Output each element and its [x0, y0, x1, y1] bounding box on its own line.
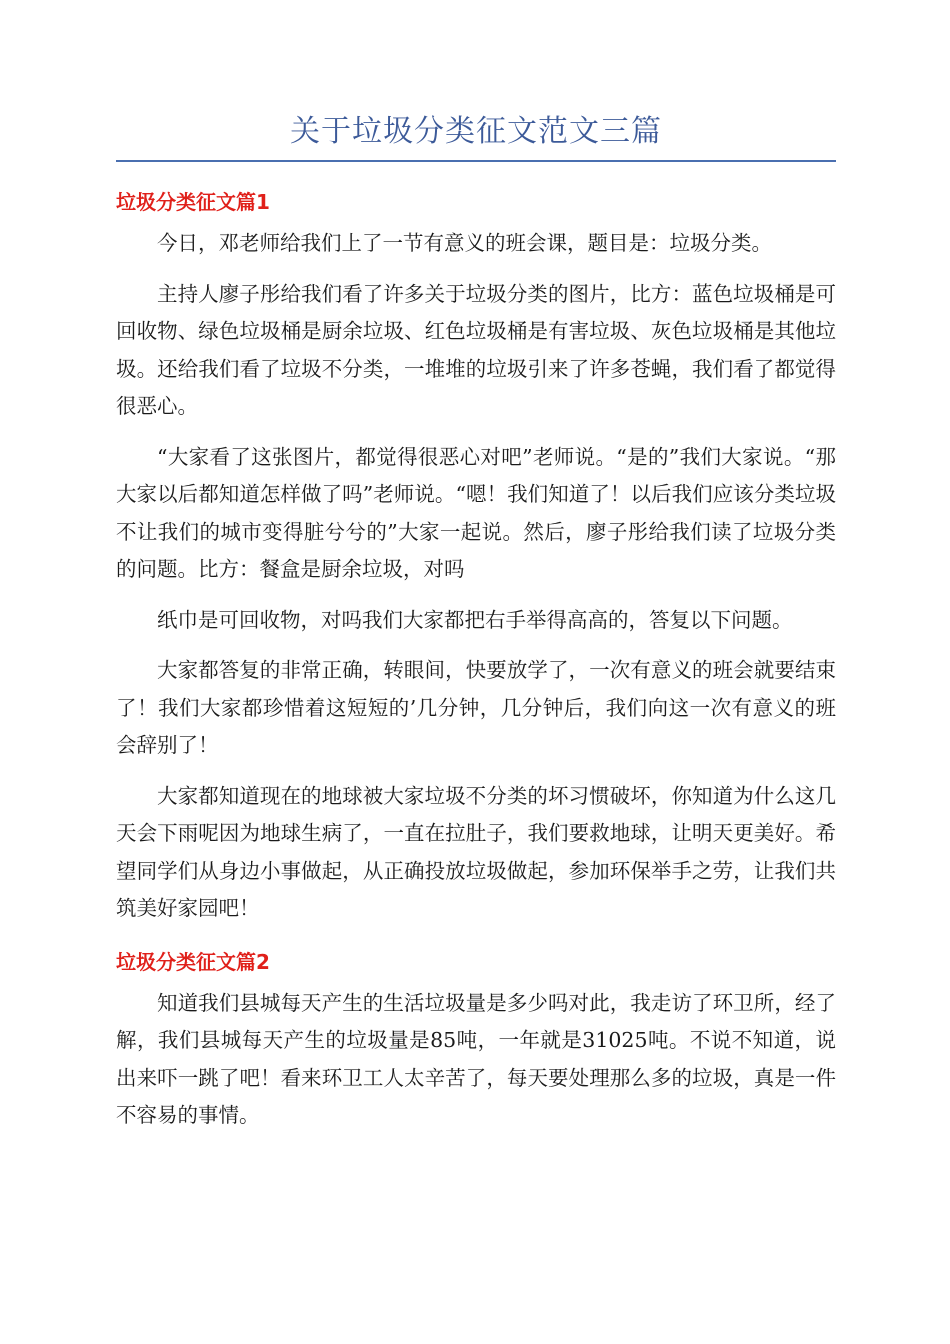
body-paragraph: 大家都知道现在的地球被大家垃圾不分类的坏习惯破坏，你知道为什么这几天会下雨呢因为地球生病了，一直在拉肚子，我们要救地球，让明天更美好。希望同学们从身边小事做起，从正确投放垃圾做起，参加环保举手之劳，让我们共筑美好家园吧！ [116, 783, 836, 920]
body-paragraph: 主持人廖子彤给我们看了许多关于垃圾分类的图片，比方：蓝色垃圾桶是可回收物、绿色垃圾桶是厨余垃圾、红色垃圾桶是有害垃圾、灰色垃圾桶是其他垃圾。还给我们看了垃圾不分类，一堆堆的垃圾引来了许多苍蝇，我们看了都觉得很恶心。 [116, 281, 836, 418]
section-heading-1: 垃圾分类征文篇1 [116, 190, 270, 214]
section-heading-2: 垃圾分类征文篇2 [116, 949, 270, 974]
body-paragraph: “大家看了这张图片，都觉得很恶心对吧”老师说。“是的”我们大家说。“那大家以后都知道怎样做了吗”老师说。“嗯！我们知道了！以后我们应该分类垃圾不让我们的城市变得脏兮兮的”大家一起说。然后，廖子彤给我们读了垃圾分类的问题。比方：餐盒是厨余垃圾，对吗 [116, 444, 836, 581]
body-paragraph: 知道我们县城每天产生的生活垃圾量是多少吗对此，我走访了环卫所，经了解，我们县城每天产生的垃圾量是85吨，一年就是31025吨。不说不知道，说出来吓一跳了吧！看来环卫工人太辛苦了，每天要处理那么多的垃圾，真是一件不容易的事情。 [116, 990, 836, 1127]
document-page [116, 100, 836, 1135]
title-divider [116, 160, 836, 162]
body-paragraph: 大家都答复的非常正确，转眼间，快要放学了，一次有意义的班会就要结束了！我们大家都珍惜着这短短的’几分钟，几分钟后，我们向这一次有意义的班会辞别了！ [116, 658, 836, 757]
body-paragraph: 纸巾是可回收物，对吗我们大家都把右手举得高高的，答复以下问题。 [157, 607, 793, 632]
document-title: 关于垃圾分类征文范文三篇 [290, 114, 662, 149]
body-paragraph: 今日，邓老师给我们上了一节有意义的班会课，题目是：垃圾分类。 [157, 231, 772, 255]
